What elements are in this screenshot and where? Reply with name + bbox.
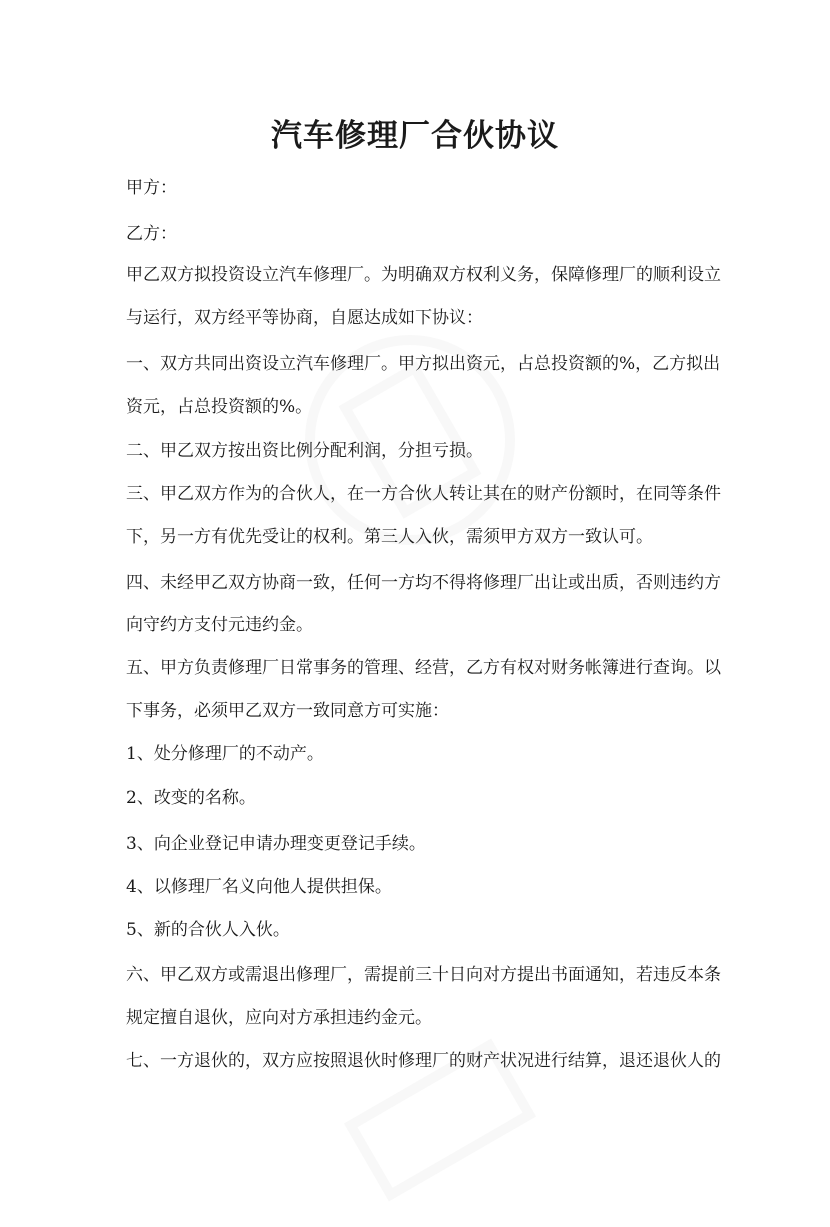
clause-3-line-1: 三、甲乙双方作为的合伙人，在一方合伙人转让其在的财产份额时，在同等条件 xyxy=(126,484,721,504)
clause-1-line-1: 一、双方共同出资设立汽车修理厂。甲方拟出资元，占总投资额的%，乙方拟出 xyxy=(126,354,721,374)
clause-5-line-2: 下事务，必须甲乙双方一致同意方可实施： xyxy=(126,701,449,721)
party-a-line: 甲方： xyxy=(126,178,177,198)
watermark-logo-bottom xyxy=(315,1013,566,1227)
item-1-line: 1、处分修理厂的不动产。 xyxy=(126,744,324,764)
party-b-line: 乙方： xyxy=(126,224,177,244)
item-3-line: 3、向企业登记申请办理变更登记手续。 xyxy=(126,834,426,854)
clause-4-line-2: 向守约方支付元违约金。 xyxy=(126,615,313,635)
clause-5-line-1: 五、甲方负责修理厂日常事务的管理、经营，乙方有权对财务帐簿进行查询。以 xyxy=(126,658,721,678)
clause-3-line-2: 下，另一方有优先受让的权利。第三人入伙，需须甲方双方一致认可。 xyxy=(126,527,653,547)
item-5-line: 5、新的合伙人入伙。 xyxy=(126,920,290,940)
document-title: 汽车修理厂合伙协议 xyxy=(271,118,559,154)
clause-2-line: 二、甲乙双方按出资比例分配利润，分担亏损。 xyxy=(126,441,483,461)
item-2-line: 2、改变的名称。 xyxy=(126,788,256,808)
item-4-line: 4、以修理厂名义向他人提供担保。 xyxy=(126,877,392,897)
clause-4-line-1: 四、未经甲乙双方协商一致，任何一方均不得将修理厂出让或出质，否则违约方 xyxy=(126,573,721,593)
clause-6-line-1: 六、甲乙双方或需退出修理厂，需提前三十日向对方提出书面通知，若违反本条 xyxy=(126,965,721,985)
clause-1-line-2: 资元，占总投资额的%。 xyxy=(126,397,313,417)
preamble-line-1: 甲乙双方拟投资设立汽车修理厂。为明确双方权利义务，保障修理厂的顺利设立 xyxy=(126,265,721,285)
clause-7-line-1: 七、一方退伙的，双方应按照退伙时修理厂的财产状况进行结算，退还退伙人的 xyxy=(126,1051,721,1071)
clause-6-line-2: 规定擅自退伙，应向对方承担违约金元。 xyxy=(126,1008,432,1028)
preamble-line-2: 与运行，双方经平等协商，自愿达成如下协议： xyxy=(126,308,483,328)
